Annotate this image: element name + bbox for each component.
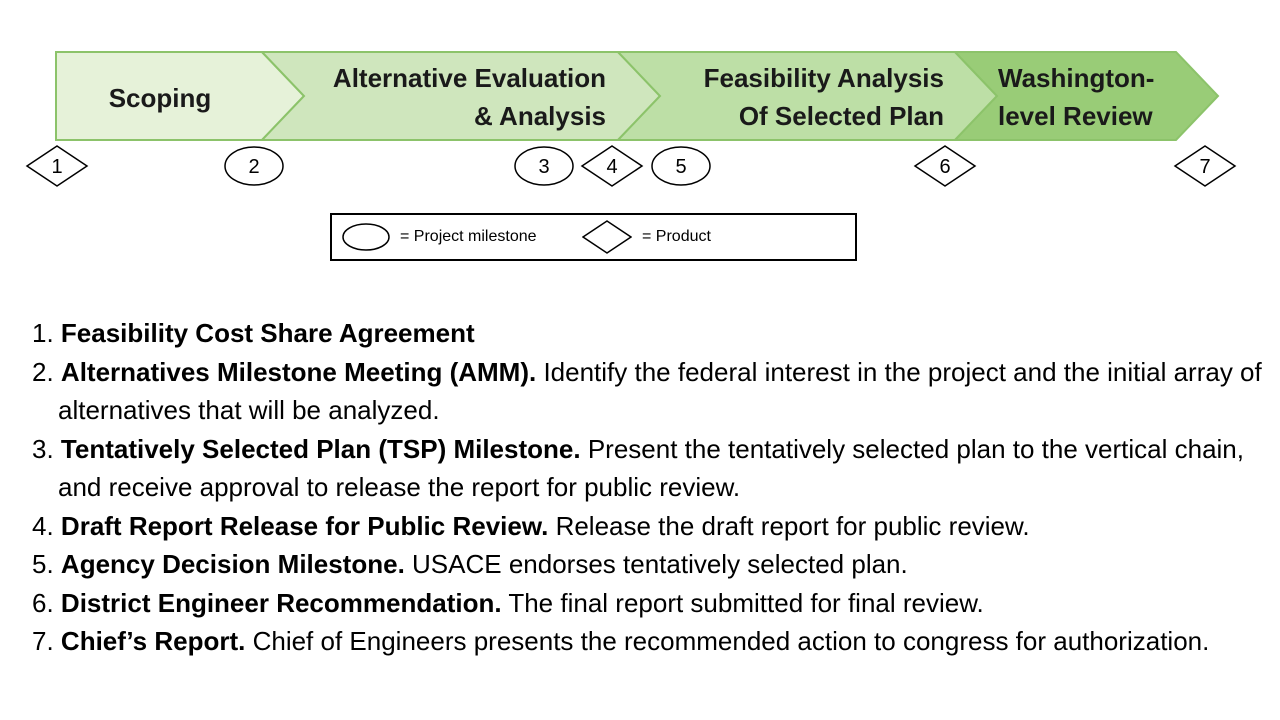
- timeline-marker: [515, 147, 573, 185]
- legend-milestone: [342, 215, 537, 259]
- timeline-marker: [582, 146, 642, 186]
- definition-item: [32, 507, 1272, 546]
- timeline-marker: [915, 146, 975, 186]
- definition-term: Agency Decision Milestone.: [60, 549, 405, 579]
- product-diamond-icon: [582, 220, 632, 254]
- definition-term: Chief’s Report.: [60, 626, 246, 656]
- definition-term: Draft Report Release for Public Review.: [60, 510, 549, 541]
- legend-product-label: = Product: [642, 228, 711, 245]
- definition-term: Alternatives Milestone Meeting (AMM).: [60, 356, 537, 387]
- definition-number: 4.: [32, 510, 54, 541]
- process-diagram: [0, 0, 1280, 200]
- legend-milestone-label: = Project milestone: [400, 228, 537, 245]
- timeline-marker: [225, 147, 283, 185]
- phase-label: Of Selected Plan: [738, 101, 944, 131]
- timeline-markers: [27, 146, 1235, 186]
- milestone-ellipse-icon: [342, 222, 390, 252]
- definition-description: Identify the federal interest in the project and the initial array of alternatives that will be analyzed.: [58, 356, 1262, 425]
- phase-label: Alternative Evaluation: [332, 63, 606, 93]
- definition-item: [32, 545, 1272, 584]
- marker-number: 2: [248, 156, 260, 178]
- definition-item: [32, 622, 1272, 661]
- legend: [330, 213, 857, 261]
- phase-arrow: [262, 52, 660, 140]
- definition-term: District Engineer Recommendation.: [60, 587, 502, 618]
- marker-number: 3: [538, 156, 550, 178]
- definition-term: Tentatively Selected Plan (TSP) Milestone.: [60, 433, 581, 464]
- phase-label: Scoping: [108, 83, 212, 113]
- milestone-definitions: [32, 314, 1272, 661]
- definition-number: 5.: [32, 549, 54, 579]
- marker-number: 6: [939, 156, 951, 178]
- definition-item: [32, 353, 1272, 430]
- phase-arrow: [56, 52, 304, 140]
- legend-product: [582, 215, 711, 259]
- timeline-marker: [652, 147, 710, 185]
- phase-label: Feasibility Analysis: [703, 63, 944, 93]
- definition-number: 3.: [32, 433, 54, 464]
- phase-arrow: [618, 52, 997, 140]
- timeline-marker: [1175, 146, 1235, 186]
- definition-description: USACE endorses tentatively selected plan.: [412, 549, 908, 579]
- phase-label: level Review: [998, 101, 1153, 131]
- timeline-marker: [27, 146, 87, 186]
- definition-description: The final report submitted for final review.: [508, 587, 984, 618]
- definition-number: 2.: [32, 356, 54, 387]
- definition-number: 7.: [32, 626, 54, 656]
- phase-label: Washington-: [998, 63, 1155, 93]
- marker-number: 1: [51, 156, 63, 178]
- definition-number: 6.: [32, 587, 54, 618]
- definition-description: Present the tentatively selected plan to the vertical chain, and receive approval to release the report for public review.: [58, 433, 1244, 502]
- phase-label: & Analysis: [474, 101, 606, 131]
- definition-item: [32, 314, 1272, 353]
- marker-number: 7: [1199, 156, 1211, 178]
- definition-number: 1.: [32, 318, 54, 348]
- definition-item: [32, 430, 1272, 507]
- marker-number: 4: [606, 156, 618, 178]
- phase-arrows: [56, 52, 1218, 140]
- definition-description: Release the draft report for public review.: [555, 510, 1030, 541]
- marker-number: 5: [675, 156, 687, 178]
- definition-term: Feasibility Cost Share Agreement: [60, 318, 475, 348]
- definition-item: [32, 584, 1272, 623]
- definition-description: Chief of Engineers presents the recommended action to congress for authorization.: [252, 626, 1210, 656]
